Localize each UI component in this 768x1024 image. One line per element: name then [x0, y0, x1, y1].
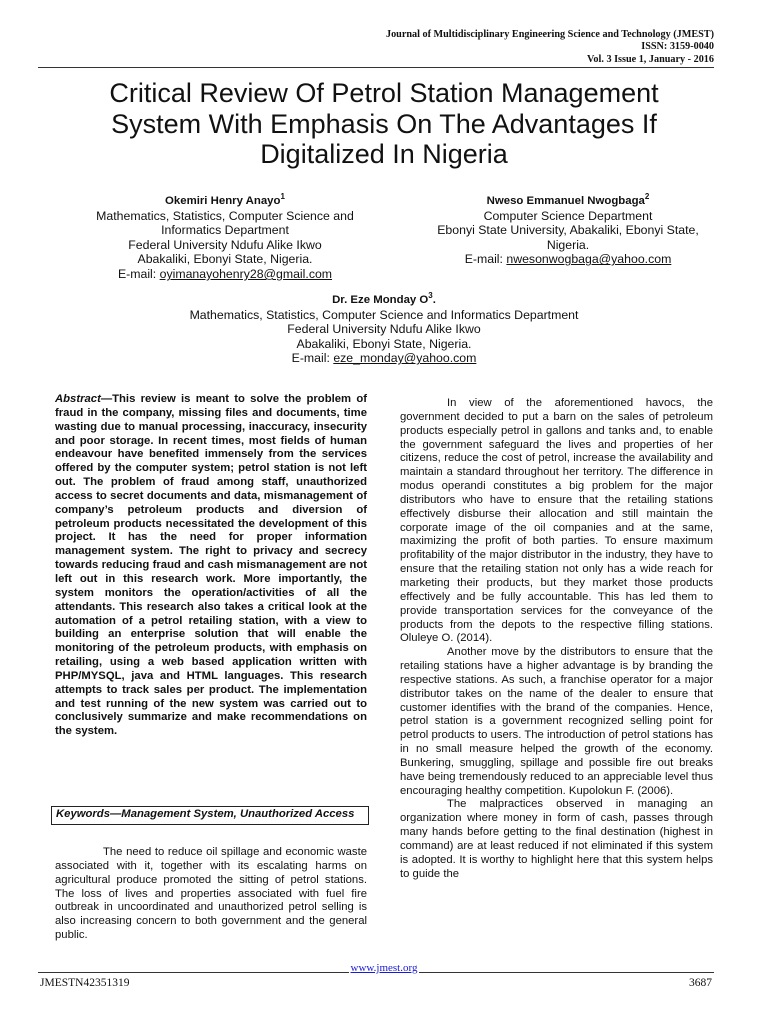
author-2-dept: Computer Science Department — [483, 208, 653, 223]
footer-paper-id: JMESTN42351319 — [40, 977, 130, 989]
author-3-institution: Federal University Ndufu Alike Ikwo — [287, 322, 481, 337]
author-1-location: Abakaliki, Ebonyi State, Nigeria. — [137, 252, 313, 267]
author-1-email-link[interactable]: oyimanayohenry28@gmail.com — [159, 266, 333, 281]
journal-name: Journal of Multidisciplinary Engineering Science and Technology (JMEST) — [385, 29, 714, 40]
website-link[interactable]: www.jmest.org — [350, 962, 418, 974]
keywords-text: Keywords—Management System, Unauthorized Access — [56, 808, 355, 820]
body-paragraph-1: In view of the aforementioned havocs, the government decided to put a barn on the sales of petroleum products especially petrol in gallons and tanks and, to enable the government safeguard the lives and properties of her citizens, reduce the cost of petrol, increase the availability and maintain a standard throughout her territory. The difference in modus operandi constitutes a big problem for the major distributors who have to ensure that the retailing stations effectively disburse their allocation and still maintain the corporate image of the oil companies and at the same, maximizing the profit of both parties. To ensure maximum profitability of the major distributor in the industry, they have to ensure that the retailing station not only has a wide reach for marketing their products, but they market those products effectively and be fully accountable. This has led them to provide transportation services for the conveyance of the products from the depots to the respective filling stations. Oluleye O. (2014). — [400, 397, 713, 645]
body-paragraph-3: The malpractices observed in managing an organization where money in form of cash, passes through many hands before getting to the final destination (highest in command) are at least reduced if not eliminated if this system is adopted. It is worthy to highlight here that this system helps to guide the — [400, 798, 713, 880]
author-1-email-line: E-mail: oyimanayohenry28@gmail.com — [117, 266, 333, 281]
journal-volume: Vol. 3 Issue 1, January - 2016 — [587, 53, 714, 65]
abstract-label: Abstract — [55, 393, 101, 405]
author-3-location: Abakaliki, Ebonyi State, Nigeria. — [296, 336, 472, 351]
paper-title — [20, 78, 748, 170]
author-2-email-line: E-mail: nwesonwogbaga@yahoo.com — [464, 252, 672, 267]
right-column — [400, 397, 713, 882]
header-divider — [38, 67, 714, 68]
author-3-block — [20, 293, 748, 366]
keywords-box — [51, 806, 369, 825]
abstract — [55, 393, 367, 739]
author-3-name: Dr. Eze Monday $O^3$. — [332, 291, 436, 306]
author-2-name: Nweso Emmanuel Nwogbaga$^2$ — [486, 192, 650, 207]
author-1-dept-line-2: Informatics Department — [161, 223, 289, 238]
title-line-2: System With Emphasis On The Advantages If — [111, 108, 657, 139]
footer-website — [0, 962, 768, 974]
abstract-text: —This review is meant to solve the problem of fraud in the company, missing files and documents, time wasting due to manual processing, inaccuracy, insecurity and poor storage. In recent times, most fields of human endeavour have benefited immensely from the services offered by the computer system; petrol station is not left out. The problem of fraud among staff, unauthorized access to secret documents and data, mismanagement of company’s petroleum products and diversion of petroleum products necessitated the development of this project. It has the need for proper information management system. The right to privacy and secrecy towards reducing fraud and cash mismanagement are not left out in this research work. More importantly, the system monitors the operation/activities of all the attendants. This research also takes a critical look at the automation of a petrol retailing station, with a view to building an enterprise solution that will enable the monitoring of the petroleum products, with emphasis on retailing, using a web based application written with PHP/MYSQL, java and HTML languages. This research attempts to track sales per product. The implementation and test running of the new system was carried out to conclusively summarize and make recommendations on the system. — [55, 393, 367, 738]
author-2-block — [378, 194, 758, 267]
author-1-name: Okemiri Henry Anayo$^1$ — [165, 192, 285, 207]
introduction — [55, 846, 367, 943]
journal-header — [386, 29, 714, 66]
title-line-3: Digitalized In Nigeria — [260, 139, 508, 169]
title-line-1: Critical Review Of Petrol Station Management — [109, 78, 659, 108]
intro-paragraph: The need to reduce oil spillage and economic waste associated with it, together with its escalating harms on agricultural produce promoted the sitting of petrol stations. The loss of lives and properties associated with fuel fire outbreak in uncoordinated and unauthorized petrol selling is also increasing concern to both government and the general public. — [55, 846, 367, 942]
author-3-email-line: E-mail: eze_monday@yahoo.com — [291, 351, 477, 366]
author-3-dept: Mathematics, Statistics, Computer Science and Informatics Department — [189, 307, 579, 322]
author-3-email-link[interactable]: eze_monday@yahoo.com — [333, 351, 477, 366]
body-paragraph-2: Another move by the distributors to ensure that the retailing stations have a higher advantage is by branding the respective stations. As such, a franchise operator for a major distributor takes on the name of the dealer to ensure that customer identifies with the brand of the companies. Hence, petrol station is a government recognized selling point for petrol products to users. The introduction of petrol stations has in no small measure helped the growth of the economy. Bunkering, smuggling, spillage and possible fire out breaks have being tremendously reduced to an appreciable level thus encouraging healthy competition. Kupolokun F. (2006). — [400, 646, 713, 797]
journal-issn: ISSN: 3159-0040 — [641, 41, 714, 53]
footer-page-number: 3687 — [689, 977, 712, 989]
author-2-institution: Ebonyi State University, Abakaliki, Ebonyi State, — [437, 223, 699, 238]
author-2-email-link[interactable]: nwesonwogbaga@yahoo.com — [506, 252, 672, 267]
author-1-institution: Federal University Ndufu Alike Ikwo — [128, 237, 322, 252]
author-1-block — [45, 194, 405, 282]
author-2-location: Nigeria. — [546, 237, 590, 252]
author-1-dept-line-1: Mathematics, Statistics, Computer Science and — [96, 208, 354, 223]
